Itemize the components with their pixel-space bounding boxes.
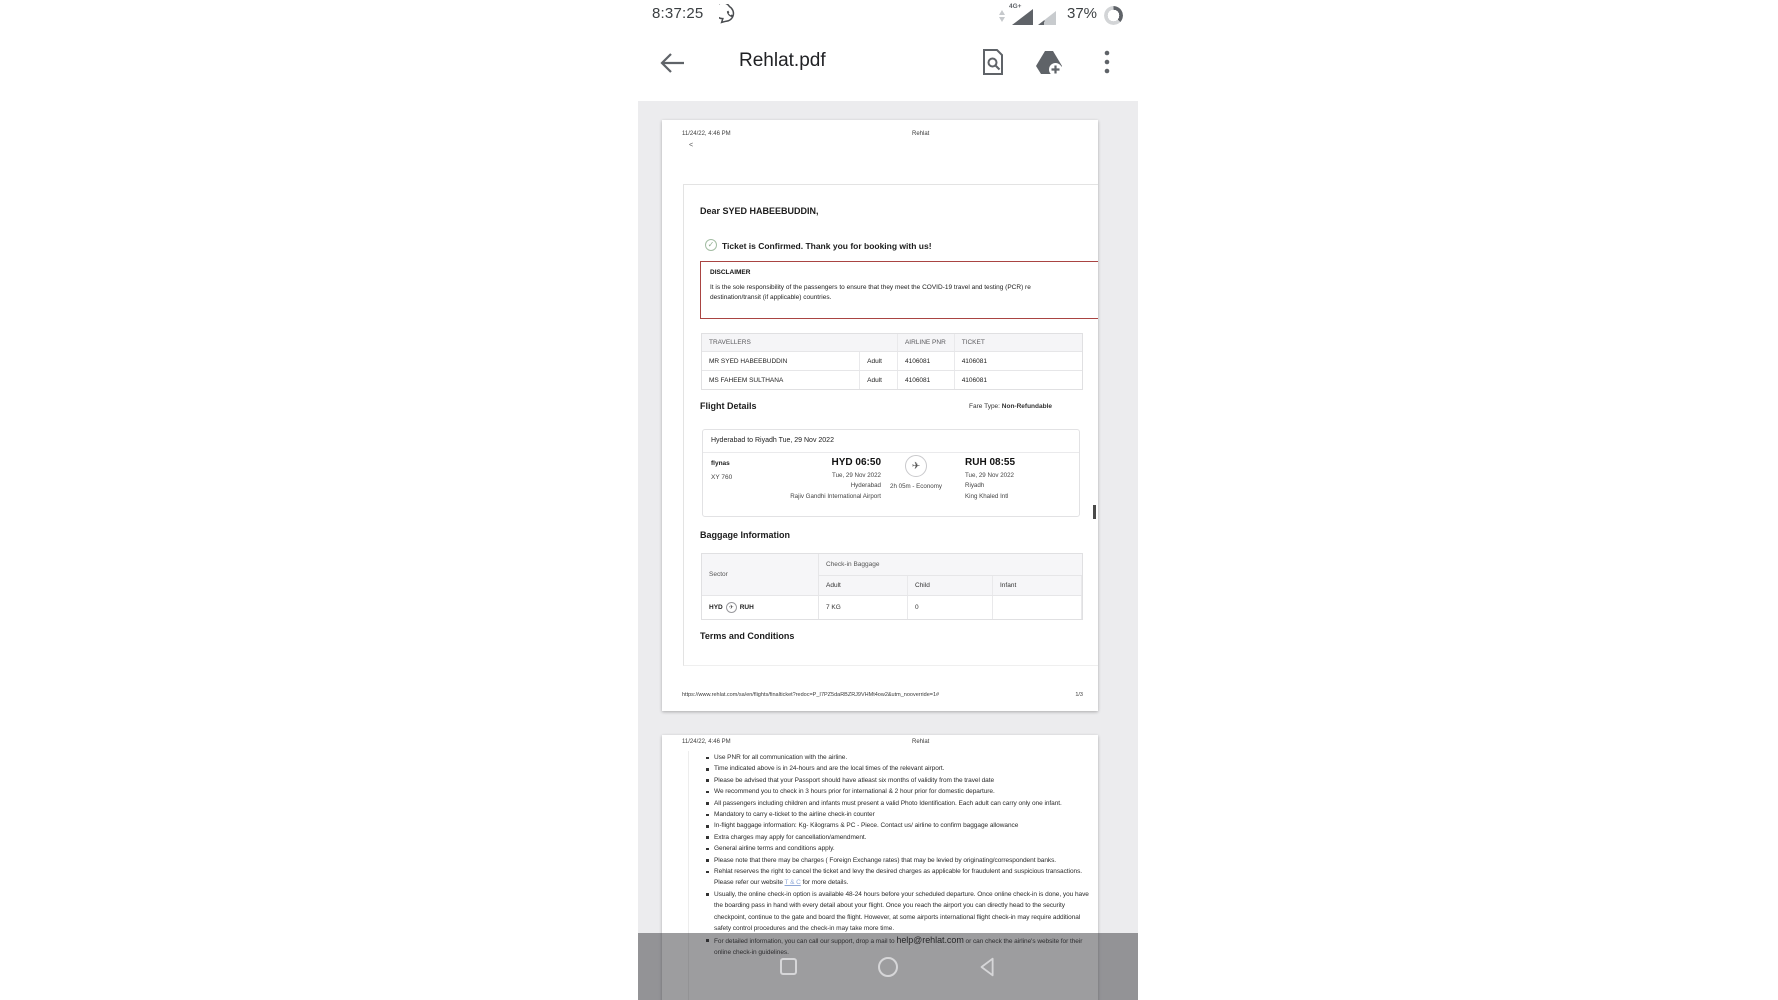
departure-date: Tue, 29 Nov 2022: [832, 471, 881, 479]
baggage-child: 0: [908, 596, 993, 619]
bullet-item: In-flight baggage information: Kg- Kilograms & PC - Piece. Contact us/ airline to confirm baggage allowance: [702, 820, 1094, 831]
bullet-item: Please be advised that your Passport should have atleast six months of validity from the travel date: [702, 775, 1094, 786]
baggage-heading: Baggage Information: [700, 530, 791, 540]
fare-type-label: Fare Type:: [969, 403, 1002, 410]
bullet-item: Use PNR for all communication with the airline.: [702, 752, 1094, 763]
baggage-adult: 7 KG: [819, 596, 908, 619]
find-in-file-icon: [976, 45, 1010, 79]
bullet-item: Please note that there may be charges ( Foreign Exchange rates) that may be levied by originating/correspondent banks.: [702, 855, 1094, 866]
printed-header: Rehlat: [912, 739, 930, 745]
status-bar: [638, 0, 1138, 33]
fare-type: [969, 403, 1052, 410]
home-button[interactable]: [875, 954, 901, 980]
back-button[interactable]: [656, 46, 690, 80]
printed-back-glyph: <: [689, 142, 694, 149]
bullet-item: All passengers including children and infants must present a valid Photo Identification. Each adult can carry only one infant.: [702, 798, 1094, 809]
sector-to: RUH: [739, 604, 754, 611]
duration-economy: 2h 05m - Economy: [890, 483, 942, 490]
bullet-item: General airline terms and conditions apply.: [702, 843, 1094, 854]
confirmation-text: Ticket is Confirmed. Thank you for booking with us!: [722, 241, 932, 251]
square-icon: [780, 958, 797, 975]
network-type-label: 4G+: [1009, 3, 1022, 10]
route-header: Hyderabad to Riyadh Tue, 29 Nov 2022: [703, 430, 1079, 453]
drive-plus-icon: [1032, 45, 1066, 79]
terms-bullet-list: [702, 752, 1094, 958]
table-header-cell: AIRLINE PNR: [898, 334, 955, 351]
pdf-toolbar: [638, 33, 1138, 101]
table-header-cell: TICKET: [961, 339, 985, 346]
baggage-table: [701, 553, 1083, 620]
arrival-airport: King Khaled Intl: [965, 492, 1009, 500]
disclaimer-box: [700, 261, 1098, 319]
battery-ring-icon: [1104, 6, 1123, 25]
departure-airport: Rajiv Gandhi International Airport: [790, 492, 881, 500]
support-email[interactable]: help@rehlat.com: [896, 934, 964, 945]
travellers-table: [701, 333, 1083, 390]
arrow-left-icon: [656, 46, 690, 80]
checkin-baggage-header: Check-in Baggage: [819, 554, 1082, 575]
plane-circle-icon: ✈: [726, 602, 737, 613]
ticket-number: 4106081: [961, 376, 987, 384]
document-title: Rehlat.pdf: [739, 50, 826, 71]
bullet-item: Time indicated above is in 24-hours and are the local times of the relevant airport.: [702, 763, 1094, 774]
disclaimer-title: DISCLAIMER: [710, 269, 751, 276]
footer-url: https://www.rehlat.com/sa/en/flights/finalticket?redoc=P_I7PZ5daRBZRJ9VHMt4ow2&utm_nooverride=1#: [682, 692, 940, 698]
pdf-viewer[interactable]: [638, 101, 1138, 1000]
table-header-cell: Adult: [819, 576, 908, 595]
clock: 8:37:25: [652, 5, 704, 22]
ticket-number: 4106081: [961, 357, 987, 365]
triangle-icon: [976, 955, 1000, 979]
disclaimer-line: destination/transit (if applicable) countries.: [710, 293, 832, 301]
sector-route: [702, 595, 818, 619]
arrival-city: Riyadh: [965, 482, 985, 490]
departure-city: Hyderabad: [850, 482, 881, 490]
nav-bar: [638, 933, 1138, 1000]
table-header-row: [702, 334, 1082, 351]
printed-header: Rehlat: [912, 131, 930, 137]
bullet-item: Extra charges may apply for cancellation/amendment.: [702, 832, 1094, 843]
overflow-menu-button[interactable]: [1090, 45, 1124, 79]
scrollbar-handle[interactable]: [1093, 505, 1096, 519]
departure-block: [743, 457, 881, 500]
flight-card: [702, 429, 1080, 517]
airline-pnr: 4106081: [898, 352, 955, 370]
arrival-date: Tue, 29 Nov 2022: [965, 471, 1014, 479]
check-icon: ✓: [705, 239, 717, 251]
printed-datetime: 11/24/22, 4:46 PM: [682, 131, 731, 137]
table-row: [702, 370, 1082, 389]
network-activity-icon: [999, 9, 1007, 23]
baggage-infant: [993, 596, 1082, 619]
battery-percent: 37%: [1067, 5, 1098, 22]
page-indicator: 1/3: [1075, 692, 1083, 698]
plane-circle-icon: ✈: [905, 455, 927, 477]
traveller-type: Adult: [860, 352, 898, 370]
sector-from: HYD: [709, 604, 723, 611]
table-header-cell: Infant: [993, 576, 1082, 595]
bullet-item: Mandatory to carry e-ticket to the airline check-in counter: [702, 809, 1094, 820]
whatsapp-icon: [719, 4, 740, 25]
flight-number: XY 760: [711, 474, 733, 481]
recents-button[interactable]: [775, 954, 801, 980]
airline-pnr: 4106081: [898, 371, 955, 389]
table-row: [702, 351, 1082, 370]
fare-type-value: Non-Refundable: [1001, 403, 1052, 410]
salutation: Dear SYED HABEEBUDDIN,: [700, 206, 819, 216]
traveller-type: Adult: [860, 371, 898, 389]
arrival-block: [965, 457, 1075, 500]
overflow-dots-icon: [1090, 45, 1124, 79]
find-in-file-button[interactable]: [976, 45, 1010, 79]
disclaimer-line: It is the sole responsibility of the passengers to ensure that they meet the COVID-19 travel and testing (PCR) re: [710, 284, 1031, 291]
traveller-name: MR SYED HABEEBUDDIN: [702, 352, 860, 370]
table-header-cell: TRAVELLERS: [702, 334, 898, 351]
phone-screen: [638, 0, 1138, 1000]
pdf-page-1: [662, 120, 1098, 711]
signal-sim2-icon: [1038, 11, 1056, 25]
tnc-link[interactable]: T & C: [784, 879, 801, 887]
bullet-item: Usually, the online check-in option is available 48-24 hours before your scheduled departure. Once online check-in is done, you have the boarding pass in hand with every detail about your flight. Once you reach the airport you can directly head to the security checkpoint, continue to the gate and board the flight. However, at some airports international flight check-in may require additional safety control procedures and the check-in may take more time.: [702, 889, 1094, 935]
table-header-cell: Child: [908, 576, 993, 595]
signal-sim1-icon: [1012, 9, 1033, 25]
sector-header-cell: Sector: [702, 554, 818, 595]
circle-icon: [878, 957, 898, 977]
bullet-item: Rehlat reserves the right to cancel the ticket and levy the desired charges as applicable for fraudulent and suspicious transactions. Please refer our website T & C for more details.: [702, 866, 1094, 889]
bullet-item: We recommend you to check in 3 hours prior for international & 2 hour prior for domestic departure.: [702, 786, 1094, 797]
bullet-item: For detailed information, you can call our support, drop a mail to help@rehlat.com or can check the airline's website for their online check-in guidelines.: [702, 935, 1094, 959]
traveller-name: MS FAHEEM SULTHANA: [702, 371, 860, 389]
airline-name: flynas: [711, 460, 730, 467]
arrival-time: RUH 08:55: [965, 457, 1016, 468]
add-to-drive-button[interactable]: [1032, 45, 1066, 79]
departure-time: HYD 06:50: [831, 457, 881, 468]
back-nav-button[interactable]: [975, 954, 1001, 980]
printed-datetime: 11/24/22, 4:46 PM: [682, 739, 731, 745]
flight-details-heading: Flight Details: [700, 401, 757, 411]
terms-heading: Terms and Conditions: [700, 631, 795, 641]
